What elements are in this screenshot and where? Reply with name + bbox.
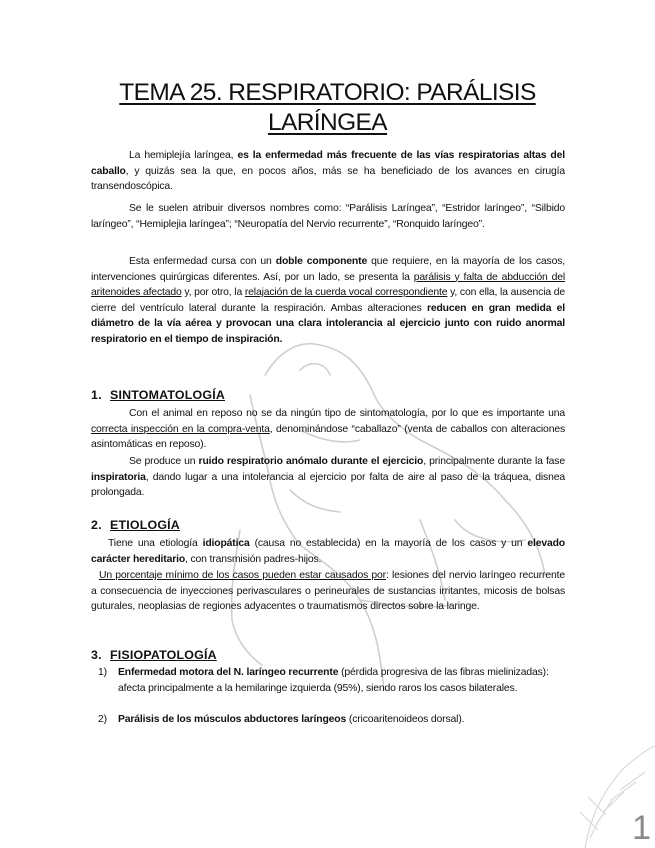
text-run: , denominándose “caballazo” (venta de caballos con alteraciones asintomáticas en reposo). <box>91 423 565 451</box>
list-text <box>118 712 565 728</box>
section-title: SINTOMATOLOGÍA <box>110 388 226 402</box>
bold-text: es la enfermedad más frecuente de las vías respiratorias altas del caballo <box>91 150 565 177</box>
text-run: Se produce un <box>129 456 199 467</box>
text-run: La hemiplejía laríngea, <box>129 150 238 161</box>
underlined-text: parálisis y falta de abducción del aritenoides afectado <box>91 271 566 299</box>
section-title: ETIOLOGÍA <box>110 518 180 532</box>
section-heading-fisiopatologia <box>91 648 217 662</box>
underlined-text: Un porcentaje mínimo de los casos pueden estar causados por <box>99 570 386 581</box>
etiologia-paragraph-1 <box>91 536 565 567</box>
title-line-1: TEMA 25. RESPIRATORIO: PARÁLISIS <box>119 79 536 106</box>
list-number: 2) <box>98 714 107 725</box>
page-number: 1 <box>632 809 651 847</box>
section-heading-etiologia <box>91 518 180 532</box>
text-run: , dando lugar a una intolerancia al ejercicio por falta de aire al paso de la tráquea, disnea prolongada. <box>91 471 565 499</box>
text-run: Tiene una etiología <box>108 538 203 549</box>
intro-paragraph-3 <box>91 254 565 348</box>
bold-text: elevado carácter hereditario <box>91 538 565 565</box>
etiologia-paragraph-2 <box>91 568 565 615</box>
text-run: (causa no establecida) en la mayoría de los casos y un <box>249 538 528 549</box>
page-title <box>80 78 575 138</box>
underlined-text: correcta inspección en la compra-venta <box>91 423 270 435</box>
list-number: 1) <box>98 667 107 678</box>
section-number: 2. <box>91 518 102 532</box>
text-run: , principalmente durante la fase <box>423 456 565 467</box>
text-run: : lesiones del nervio laríngeo recurrente a consecuencia de inyecciones perivasculares o perineurales de sustancias irritantes, micosis de bolsas guturales, neoplasias de regiones adyacentes o traumatismos directos sobre la laringe. <box>91 570 565 613</box>
bold-text: Parálisis de los músculos abductores laríngeos <box>118 714 347 725</box>
underlined-text: relajación de la cuerda vocal correspondiente <box>244 287 448 299</box>
list-item <box>98 665 565 696</box>
text-run: Esta enfermedad cursa con un <box>129 256 276 267</box>
bold-text: inspiratoria <box>91 471 146 483</box>
section-title: FISIOPATOLOGÍA <box>110 648 217 662</box>
bold-text: Enfermedad motora del N. laríngeo recurrente <box>118 667 339 678</box>
bold-text: reducen en gran medida el diámetro de la vía aérea y provocan una clara intolerancia al ejercicio junto con ruido anormal respiratorio en el tiempo de inspiración. <box>91 302 566 345</box>
title-line-2: LARÍNGEA <box>267 109 388 136</box>
sintomatologia-paragraph-2 <box>91 454 565 501</box>
bold-text: doble componente <box>275 256 368 267</box>
text-run: que requiere, en la mayoría de los casos, intervenciones quirúrgicas diferentes. Así, por un lado, se presenta la <box>91 256 565 283</box>
section-number: 3. <box>91 648 102 662</box>
text-run: (pérdida progresiva de las fibras mielinizadas): afecta principalmente a la hemilaringe izquierda (95%), siendo raros los casos bilaterales. <box>118 667 549 694</box>
section-number: 1. <box>91 388 102 402</box>
intro-paragraph-2: Se le suelen atribuir diversos nombres como: “Parálisis Laríngea”, “Estridor laríngeo”, “Silbido laríngeo”, “Hemiplejia laríngea”; “Neuropatía del Nervio recurrente”, “Ronquido laríngeo”. <box>91 203 565 230</box>
bold-text: ruido respiratorio anómalo durante el ejercicio <box>198 456 424 467</box>
text-run: Con el animal en reposo no se da ningún tipo de sintomatología, por lo que es importante una <box>129 408 565 419</box>
intro-paragraph-1 <box>91 148 565 195</box>
text-run: y, con ella, la ausencia de cierre del ventrículo lateral durante la respiración. Ambas alteraciones <box>91 287 566 314</box>
list-text <box>118 665 565 696</box>
text-run: , y quizás sea la que, en pocos años, más se ha beneficiado de los avances en cirugía transendoscópica. <box>91 165 565 193</box>
text-run: (cricoaritenoideos dorsal). <box>346 714 465 725</box>
sintomatologia-paragraph-1 <box>91 406 565 453</box>
bold-text: idiopática <box>202 538 250 549</box>
text-run: y, por otro, la <box>181 287 245 299</box>
list-item <box>98 712 565 728</box>
section-heading-sintomatologia <box>91 388 225 402</box>
text-run: , con transmisión padres-hijos. <box>185 553 322 565</box>
